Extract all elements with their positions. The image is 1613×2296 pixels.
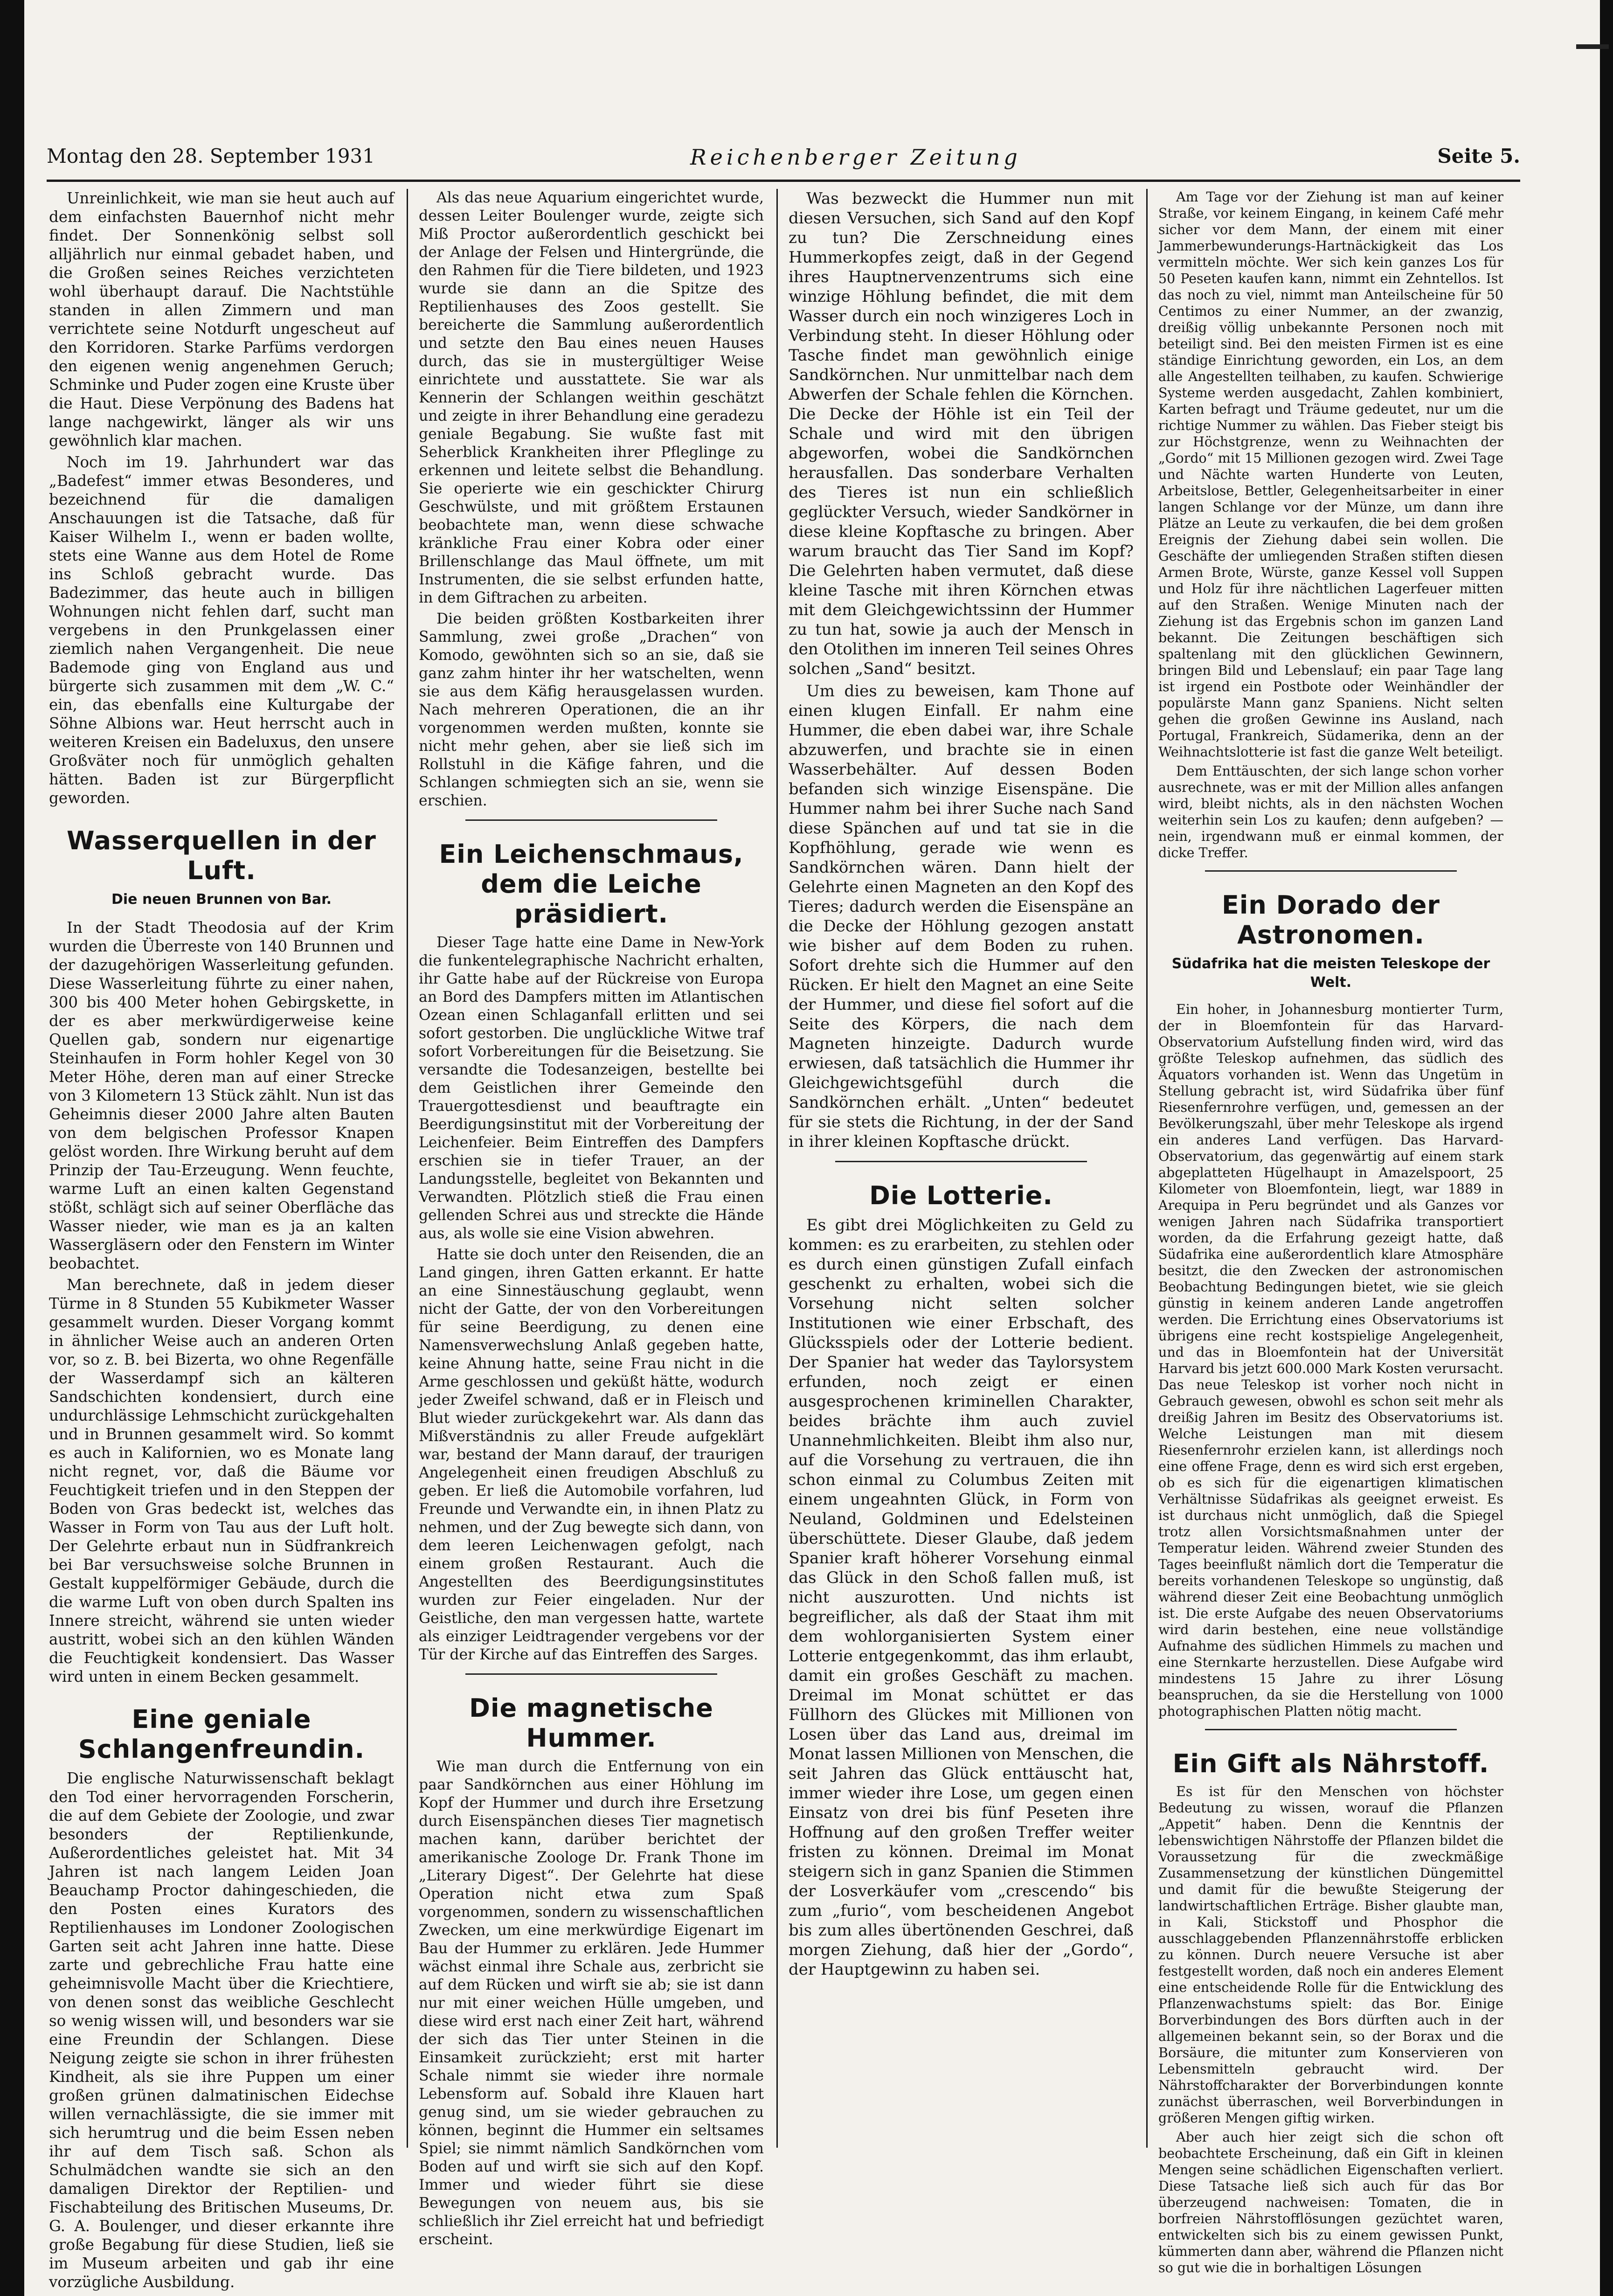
paragraph: Unreinlichkeit, wie man sie heut auch auf dem einfachsten Bauernhof nicht mehr findet. Der Sonnenkönig selbst soll alljährlich nur einmal gebadet haben, und die Großen seines Reiches verzichteten wohl überhaupt darauf. Die Nachtstühle standen in allen Zimmern und man verrichtete seine Notdurft ungescheut auf den Korridoren. Starke Parfüms verdorgen den eigenen wenig angenehmen Geruch; Schminke und Puder zogen eine Kruste über die Haut. Diese Verpönung des Badens hat lange nachgewirkt, länger als wir uns gewöhnlich klar machen. — [49, 189, 394, 450]
headline: Ein Gift als Nährstoff. — [1172, 1749, 1489, 1778]
paragraph: Die beiden größten Kostbarkeiten ihrer Sammlung, zwei große „Drachen“ von Komodo, gewöhnten sich so an sie, daß sie ganz zahm hinter ihr her watschelten, wenn sie aus dem Käfig herausgelassen wurden. Nach mehreren Operationen, die an ihr vorgenommen werden mußten, konnte sie nicht mehr gehen, aber sie ließ sich im Rollstuhl in die Käfige fahren, und die Schlangen schmiegten sich an sie, wenn sie erschien. — [419, 610, 764, 809]
article-astronomen — [1158, 890, 1503, 1720]
subheadline: Südafrika hat die meisten Teleskope der Welt. — [1171, 956, 1490, 991]
article-hummer — [419, 1693, 764, 2249]
column-rule — [1146, 189, 1148, 2148]
paragraph: Am Tage vor der Ziehung ist man auf keiner Straße, vor keinem Eingang, in keinem Café mehr sicher vor dem Mann, der einem mit einer Jammerbewunderungs-Hartnäckigkeit das Los vermitteln möchte. Wer sich kein ganzes Los für 50 Peseten kaufen kann, nimmt ein Zehntellos. Ist das noch zu viel, nimmt man Anteilscheine für 50 Centimos zu einer Nummer, an der zwanzig, dreißig völlig unbekannte Personen noch mit beteiligt sind. Bei den meisten Firmen ist es eine ständige Einrichtung geworden, ein Los, an dem alle Angestellten teilhaben, zu kaufen. Schwierige Systeme werden ausgedacht, Zahlen kombiniert, Karten befragt und Träume gedeutet, nur um die richtige Nummer zu wählen. Das Fieber steigt bis zur Höchstgrenze, wenn zu Weihnachten der „Gordo“ mit 15 Millionen gezogen wird. Zwei Tage und Nächte warten Hunderte von Leuten, Arbeitslose, Bettler, Gelegenheitsarbeiter in einer langen Schlange vor der Münze, um dann ihre Plätze an Leute zu verkaufen, die bei dem großen Ereignis der Ziehung dabei sein wollen. Die Geschäfte der umliegenden Straßen stiften diesen Armen Brote, Würste, ganze Kessel voll Suppen und Holz für ihre nächtlichen Lagerfeuer mitten auf den Straßen. Wenige Minuten nach der Ziehung ist das Ergebnis schon im ganzen Land bekannt. Die Zeitungen beschäftigen sich spaltenlang mit den glücklichen Gewinnern, bringen Bild und Lebenslauf; ein paar Tage lang ist irgend ein Postbote oder Weinhändler der populärste Mann ganz Spaniens. Nicht selten gehen die großen Gewinne ins Ausland, nach Portugal, Frankreich, Südamerika, denn an der Weihnachtslotterie ist fast die ganze Welt beteiligt. — [1158, 189, 1503, 760]
headline: Ein Leichenschmaus, dem die Leiche präsidiert. — [439, 839, 744, 929]
column-2 — [419, 189, 764, 2252]
article-leichenschmaus — [419, 839, 764, 1664]
issue-date: Montag den 28. September 1931 — [47, 145, 375, 167]
article-lotterie-continued — [1158, 189, 1503, 861]
paragraph: Wie man durch die Entfernung von ein paar Sandkörnchen aus einer Höhlung im Kopf der Hummer und durch ihre Ersetzung durch Eisenspänchen dieses Tier magnetisch machen kann, darüber berichtet der amerikanische Zoologe Dr. Frank Thone im „Literary Digest“. Der Gelehrte hat diese Operation nicht etwa zum Spaß vorgenommen, sondern zu wissenschaftlichen Zwecken, um eine merkwürdige Eigenart im Bau der Hummer zu erklären. Jede Hummer wächst einmal ihre Schale aus, zerbricht sie auf dem Rücken und wirft sie ab; sie ist dann nur mit einer weichen Hülle umgeben, und diese wird erst nach einer Zeit hart, während der sich das Tier unter Steinen in die Einsamkeit zurückzieht; erst mit harter Schale nimmt sie wieder ihre normale Lebensform auf. Sobald ihre Klauen hart genug sind, um sie wieder gebrauchen zu können, beginnt die Hummer ein seltsames Spiel; sie nimmt nämlich Sandkörnchen vom Boden auf und wirft sie sich auf den Kopf. Immer und wieder führt sie diese Bewegungen von neuem aus, bis sie schließlich ihr Ziel erreicht hat und befriedigt erscheint. — [419, 1758, 764, 2248]
page-number: Seite 5. — [1437, 145, 1520, 167]
paragraph: In der Stadt Theodosia auf der Krim wurden die Überreste von 140 Brunnen und der dazugehörigen Wasserleitung gefunden. Diese Wasserleitung führte zu einer nahen, 300 bis 400 Meter hohen Gebirgskette, in der es aber merkwürdigerweise keine Quellen gab, sondern nur eigenartige Steinhaufen in Form hohler Kegel von 30 Meter Höhe, deren man auf einer Strecke von 3 Kilometern 13 Stück zählt. Nun ist das Geheimnis dieser 2000 Jahre alten Bauten von dem belgischen Professor Knapen gelöst worden. Ihre Wirkung beruht auf dem Prinzip der Tau-Erzeugung. Wenn feuchte, warme Luft an einen kalten Gegenstand stößt, schlägt sich auf seiner Oberfläche das Wasser nieder, wie man es ja an kalten Wassergläsern oder den Fenstern im Winter beobachtet. — [49, 919, 394, 1272]
paragraph: Hatte sie doch unter den Reisenden, die an Land gingen, ihren Gatten erkannt. Er hatte an eine Sinnestäuschung geglaubt, wenn nicht der Gatte, der von den Vorbereitungen für seine Beerdigung, zu denen eine Namensverwechslung Anlaß gegeben hatte, keine Ahnung hatte, seine Frau nicht in die Arme geschlossen und geküßt hätte, wodurch jeder Zweifel schwand, daß er in Fleisch und Blut wieder zurückgekehrt war. Als dann das Mißverständnis zu aller Freude aufgeklärt war, bestand der Mann darauf, der traurigen Angelegenheit einen freudigen Abschluß zu geben. Er ließ die Automobile vorfahren, lud Freunde und Verwandte ein, in ihnen Platz zu nehmen, und der Zug bewegte sich dann, von dem leeren Leichenwagen gefolgt, nach einem großen Restaurant. Auch die Angestellten des Beerdigungsinstitutes wurden zur Feier eingeladen. Nur der Geistliche, den man vergessen hatte, wartete als einziger Leidtragender vergebens vor der Tür der Kirche auf das Eintreffen des Sarges. — [419, 1246, 764, 1663]
paragraph: Ein hoher, in Johannesburg montierter Turm, der in Bloemfontein für das Harvard-Observatorium Aufstellung finden wird, wird das größte Teleskop aufnehmen, das südlich des Äquators vorhanden ist. Wenn das Ungetüm in Stellung gebracht ist, wird Südafrika über fünf Riesenfernrohre verfügen, und, gemessen an der Bevölkerungszahl, über mehr Teleskope als irgend ein anderes Land verfügen. Das Harvard-Observatorium, das gegenwärtig auf einem stark abgeplatteten Hügelhaupt in Amazelspoort, 25 Kilometer von Bloemfontein, liegt, war 1889 in Arequipa in Peru begründet und als Ganzes vor wenigen Jahren nach Südafrika transportiert worden, da die Erfahrung gezeigt hatte, daß Südafrika eine außerordentlich klare Atmosphäre besitzt, die den Zwecken der astronomischen Beobachtung Bedingungen bietet, wie sie gleich günstig in keinem anderen Lande angetroffen werden. Die Errichtung eines Observatoriums ist übrigens eine recht kostspielige Angelegenheit, und das in Bloemfontein hat der Universität Harvard bis jetzt 600.000 Mark Kosten verursacht. Das neue Teleskop ist vorher noch nicht in Gebrauch gewesen, obwohl es schon seit mehr als dreißig Jahren im Besitz des Observatoriums ist. Welche Leistungen man mit diesem Riesenfernrohr erzielen kann, ist allerdings noch eine offene Frage, denn es wird sich erst ergeben, ob es sich für die eigenartigen klimatischen Verhältnisse Südafrikas als geeignet erweist. Es ist durchaus nicht unmöglich, daß die Spiegel trotz allen Vorsichtsmaßnahmen unter der Temperatur leiden. Während zweier Stunden des Tages beeinflußt nämlich dort die Temperatur die bereits vorhandenen Teleskope so ungünstig, daß während dieser Zeit eine Beobachtung unmöglich ist. Die erste Aufgabe des neuen Observatoriums wird darin bestehen, eine neue vollständige Aufnahme des südlichen Himmels zu machen und eine Sternkarte herzustellen. Diese Aufgabe wird mindestens 15 Jahre zu ihrer Lösung beanspruchen, da sie die Herstellung von 1000 photographischen Platten nötig macht. — [1158, 1002, 1503, 1719]
paragraph: Um dies zu beweisen, kam Thone auf einen klugen Einfall. Er nahm eine Hummer, die eben dabei war, ihre Schale abzuwerfen, und brachte sie in einen Wasserbehälter. Auf dessen Boden befanden sich winzige Eisenspäne. Die Hummer nahm bei ihrer Suche nach Sand diese Spänchen auf und tat sie in die Kopfhöhlung, gerade wie wenn es Sandkörnchen wären. Dann hielt der Gelehrte einen Magneten an den Kopf des Tieres; dadurch werden die Eisenspäne an die Decke der Höhlung gezogen anstatt wie bisher auf dem Boden zu ruhen. Sofort drehte sich die Hummer auf den Rücken. Er hielt den Magnet an eine Seite der Hummer, und diese fiel sofort auf die Seite des Körpers, die nach dem Magneten hinzeigte. Dadurch wurde erwiesen, daß tatsächlich die Hummer ihr Gleichgewichtsgefühl durch die Sandkörnchen erhält. „Unten“ bedeutet für sie stets die Richtung, in der der Sand in ihrer kleinen Kopftasche drückt. — [789, 682, 1134, 1151]
paragraph: Es ist für den Menschen von höchster Bedeutung zu wissen, worauf die Pflanzen „Appetit“ haben. Denn die Kenntnis der lebenswichtigen Nährstoffe der Pflanzen bildet die Voraussetzung für die zweckmäßige Zusammensetzung der künstlichen Düngemittel und damit für die bewußte Steigerung der landwirtschaftlichen Erträge. Bisher glaubte man, in Kali, Stickstoff und Phosphor die ausschlaggebenden Pflanzennährstoffe erblicken zu können. Durch neuere Versuche ist aber festgestellt worden, daß noch ein anderes Element eine entscheidende Rolle für die Entwicklung des Pflanzenwachstums spielt: das Bor. Einige Borverbindungen des Bors dürften auch in der allgemeinen bekannt sein, so der Borax und die Borsäure, die mitunter zum Konservieren von Lebensmitteln gebraucht wird. Der Nährstoffcharakter der Borverbindungen konnte zunächst überraschen, weil Borverbindungen in größeren Mengen giftig wirken. — [1158, 1784, 1503, 2126]
paragraph: Es gibt drei Möglichkeiten zu Geld zu kommen: es zu erarbeiten, zu stehlen oder es durch einen günstigen Zufall einfach geschenkt zu erhalten, wobei sich die Vorsehung nicht selten solcher Institutionen wie einer Erbschaft, des Glücksspiels oder der Lotterie bedient. Der Spanier hat weder das Taylorsystem erfunden, noch zeigt er einen ausgesprochenen kriminellen Charakter, beides brächte ihm auch zuviel Unannehmlichkeiten. Bleibt ihm also nur, auf die Vorsehung zu vertrauen, die ihn schon einmal zu Columbus Zeiten mit einem ungeahnten Glück, in Form von Neuland, Goldminen und Edelsteinen überschüttete. Dieser Glaube, daß jedem Spanier kraft höherer Vorsehung einmal das Glück in den Schoß fallen muß, ist nicht auszurotten. Und nichts ist begreiflicher, als daß der Staat ihm mit dem wohlorganisierten System einer Lotterie entgegenkommt, das ihm erlaubt, damit ein großes Geschäft zu machen. Dreimal im Monat schüttet er das Füllhorn des Glückes mit Millionen von Losen über das Land aus, dreimal im Monat lassen Millionen von Menschen, die seit Jahren das Glück enttäuscht hat, immer wieder ihre Lose, um gegen einen Einsatz von drei bis fünf Peseten ihre Hoffnung auf den großen Treffer weiter fristen zu können. Dreimal im Monat steigern sich in ganz Spanien die Stimmen der Losverkäufer vom „crescendo“ bis zum „furio“, vom bescheidenen Angebot bis zum alles übertönenden Geschrei, daß morgen Ziehung, daß hier der „Gordo“, der Hauptgewinn zu haben sei. — [789, 1216, 1134, 1979]
scan-border-right — [1600, 0, 1613, 2296]
paragraph: Noch im 19. Jahrhundert war das „Badefest“ immer etwas Besonderes, und bezeichnend für die damaligen Anschauungen ist die Tatsache, daß für Kaiser Wilhelm I., wenn er baden wollte, stets eine Wanne aus dem Hotel de Rome ins Schloß gebracht wurde. Das Badezimmer, das heute auch in billigen Wohnungen nicht fehlen darf, sucht man vergebens in den Prunkgelassen einer ziemlich nahen Vergangenheit. Die neue Bademode ging von England aus und bürgerte sich zusammen mit dem „W. C.“ ein, das ebenfalls eine Kulturgabe der Söhne Albions war. Heut herrscht auch in weiteren Kreisen ein Badeluxus, den unsere Großväter noch für unmöglich gehalten hätten. Baden ist zur Bürgerpflicht geworden. — [49, 453, 394, 807]
headline: Ein Dorado der Astronomen. — [1221, 890, 1440, 950]
article-schlangenfreundin — [49, 1705, 394, 2291]
scan-mark — [1576, 44, 1609, 49]
paragraph: Die englische Naturwissenschaft beklagt den Tod einer hervorragenden Forscherin, die auf dem Gebiete der Zoologie, und zwar besonders der Reptilienkunde, Außerordentliches geleistet hat. Mit 34 Jahren ist nach langem Leiden Joan Beauchamp Proctor dahingeschieden, die den Posten eines Kurators des Reptilienhauses im Londoner Zoologischen Garten seit acht Jahren inne hatte. Diese zarte und gebrechliche Frau hatte eine geheimnisvolle Macht über die Kriechtiere, von denen sonst das weibliche Geschlecht so wenig wissen will, und besonders war sie eine Freundin der Schlangen. Diese Neigung zeigte sie schon in ihrer frühesten Kindheit, als sie ihre Puppen um einer großen grünen dalmatinischen Eidechse willen vernachlässigte, die sie immer mit sich herumtrug und die beim Essen neben ihr auf dem Tisch saß. Schon als Schulmädchen wandte sie sich an den damaligen Direktor der Reptilien- und Fischabteilung des Britischen Museums, Dr. G. A. Boulenger, und dieser erkannte ihre große Begabung für diese Studien, ließ sie im Museum arbeiten und gab ihr eine vorzügliche Ausbildung. — [49, 1769, 394, 2291]
column-4 — [1158, 189, 1503, 2279]
masthead-rule — [47, 180, 1520, 182]
column-3 — [789, 189, 1134, 1982]
article-schlangenfreundin-continued — [419, 189, 764, 810]
article-hummer-continued — [789, 189, 1134, 1151]
paragraph: Als das neue Aquarium eingerichtet wurde, dessen Leiter Boulenger wurde, zeigte sich Miß Proctor außerordentlich geschickt bei der Anlage der Felsen und Hintergründe, die den Rahmen für die Tiere bildeten, und 1923 wurde sie dann an die Spitze des Reptilienhauses des Zoos gestellt. Sie bereicherte die Sammlung außerordentlich und setzte den Bau eines neuen Hauses durch, das sie in mustergültiger Weise einrichtete und ausstattete. Sie war als Kennerin der Schlangen weithin geschätzt und zeigte in ihrer Behandlung eine geradezu geniale Begabung. Sie wußte fast mit Seherblick Krankheiten ihrer Pfleglinge zu erkennen und leitete selbst die Behandlung. Sie operierte wie ein geschickter Chirurg Geschwülste, und mit größtem Erstaunen beobachtete man, wenn diese schwache kränkliche Frau einer Kobra oder einer Brillenschlange das Maul öffnete, um mit Instrumenten, die sie selbst erfunden hatte, in dem Giftrachen zu arbeiten. — [419, 189, 764, 606]
article-separator — [835, 1161, 1087, 1162]
paragraph: Was bezweckt die Hummer nun mit diesen Versuchen, sich Sand auf den Kopf zu tun? Die Zerschneidung eines Hummerkopfes zeigt, daß in der Gegend ihres Hauptnervenzentrums sich eine winzige Höhlung befindet, die mit dem Wasser durch ein noch winzigeres Loch in Verbindung steht. In dieser Höhlung oder Tasche findet man gewöhnlich einige Sandkörnchen. Nur unmittelbar nach dem Abwerfen der Schale fehlen die Körnchen. Die Decke der Höhle ist ein Teil der Schale und wird mit den übrigen abgeworfen, wobei die Sandkörnchen herausfallen. Das sonderbare Verhalten des Tieres ist nun ein schließlich geglückter Versuch, wieder Sandkörner in diese kleine Kopftasche zu bringen. Aber warum braucht das Tier Sand im Kopf? Die Gelehrten haben vermutet, daß diese kleine Tasche mit ihren Körnchen etwas mit dem Gleichgewichtssinn der Hummer zu tun hat, sowie ja auch der Mensch in den Otolithen im inneren Teil seines Ohres solchen „Sand“ besitzt. — [789, 189, 1134, 678]
paragraph: Man berechnete, daß in jedem dieser Türme in 8 Stunden 55 Kubikmeter Wasser gesammelt wurden. Dieser Vorgang kommt in ähnlicher Weise auch an anderen Orten vor, so z. B. bei Bizerta, wo ohne Regenfälle der Wasserdampf sich an kälteren Sandschichten kondensiert, durch eine undurchlässige Lehmschicht zurückgehalten und in Brunnen gesammelt wird. So kommt es auch in Kalifornien, wo es Monate lang nicht regnet, vor, daß die Bäume vor Feuchtigkeit triefen und in den Steppen der Boden von Gras bedeckt ist, welches das Wasser in Form von Tau aus der Luft holt. Der Gelehrte erbaut nun in Südfrankreich bei Bar versuchsweise solche Brunnen in Gestalt kuppelförmiger Gebäude, durch die die warme Luft von oben durch Spalten ins Innere streicht, während sie unten wieder austritt, wobei sich an den kühlen Wänden die Feuchtigkeit kondensiert. Das Wasser wird unten in einem Becken gesammelt. — [49, 1276, 394, 1686]
paragraph: Dem Enttäuschten, der sich lange schon vorher ausrechnete, was er mit der Million alles anfangen wird, bleibt nichts, als in den nächsten Wochen weiterhin sein Los zu kaufen; denn aufgeben? — nein, irgendwann muß er einmal kommen, der dicke Treffer. — [1158, 763, 1503, 860]
article-separator — [1205, 1729, 1457, 1730]
paragraph: Dieser Tage hatte eine Dame in New-York die funkentelegraphische Nachricht erhalten, ihr Gatte habe auf der Rückreise von Europa an Bord des Dampfers mitten im Atlantischen Ozean einen Schlaganfall erlitten und sei sofort gestorben. Die unglückliche Witwe traf sofort Vorbereitungen für die Beisetzung. Sie versandte die Todesanzeigen, bestellte bei dem Geistlichen ihrer Gemeinde den Trauergottesdienst und beauftragte ein Beerdigungsinstitut mit der Vorbereitung der Leichenfeier. Beim Eintreffen des Dampfers erschien sie in tiefer Trauer, an der Landungsstelle, begleitet von Bekannten und Verwandten. Plötzlich stieß die Frau einen gellenden Schrei aus und streckte die Hände aus, als wolle sie eine Vision abwehren. — [419, 934, 764, 1242]
article-separator — [465, 1673, 717, 1675]
article-lotterie — [789, 1181, 1134, 1979]
article-separator — [465, 819, 717, 821]
masthead — [47, 145, 1520, 177]
newspaper-title: Reichenberger Zeitung — [690, 145, 1021, 170]
column-rule — [776, 189, 778, 2148]
headline: Wasserquellen in der Luft. — [67, 826, 376, 885]
scan-border-left — [0, 0, 24, 2296]
column-rule — [407, 189, 408, 2148]
subheadline: Die neuen Brunnen von Bar. — [111, 891, 332, 908]
headline: Die Lotterie. — [869, 1181, 1053, 1210]
paragraph: Aber auch hier zeigt sich die schon oft beobachtete Erscheinung, daß ein Gift in kleinen Mengen seine schädlichen Eigenschaften verliert. Diese Tatsache ließ sich auch für das Bor überzeugend nachweisen: Tomaten, die in borfreien Nährstofflösungen gezüchtet waren, entwickelten sich bis zu einem gewissen Punkt, kümmerten dann aber, während die Pflanzen nicht so gut wie die in borhaltigen Lösungen — [1158, 2130, 1503, 2275]
article-gift — [1158, 1749, 1503, 2276]
article-badehaus — [49, 189, 394, 807]
headline: Die magnetische Hummer. — [469, 1693, 713, 1753]
column-1 — [49, 189, 394, 2294]
article-wasserquellen — [49, 826, 394, 1686]
article-separator — [1205, 870, 1457, 872]
headline: Eine geniale Schlangenfreundin. — [78, 1705, 365, 1764]
